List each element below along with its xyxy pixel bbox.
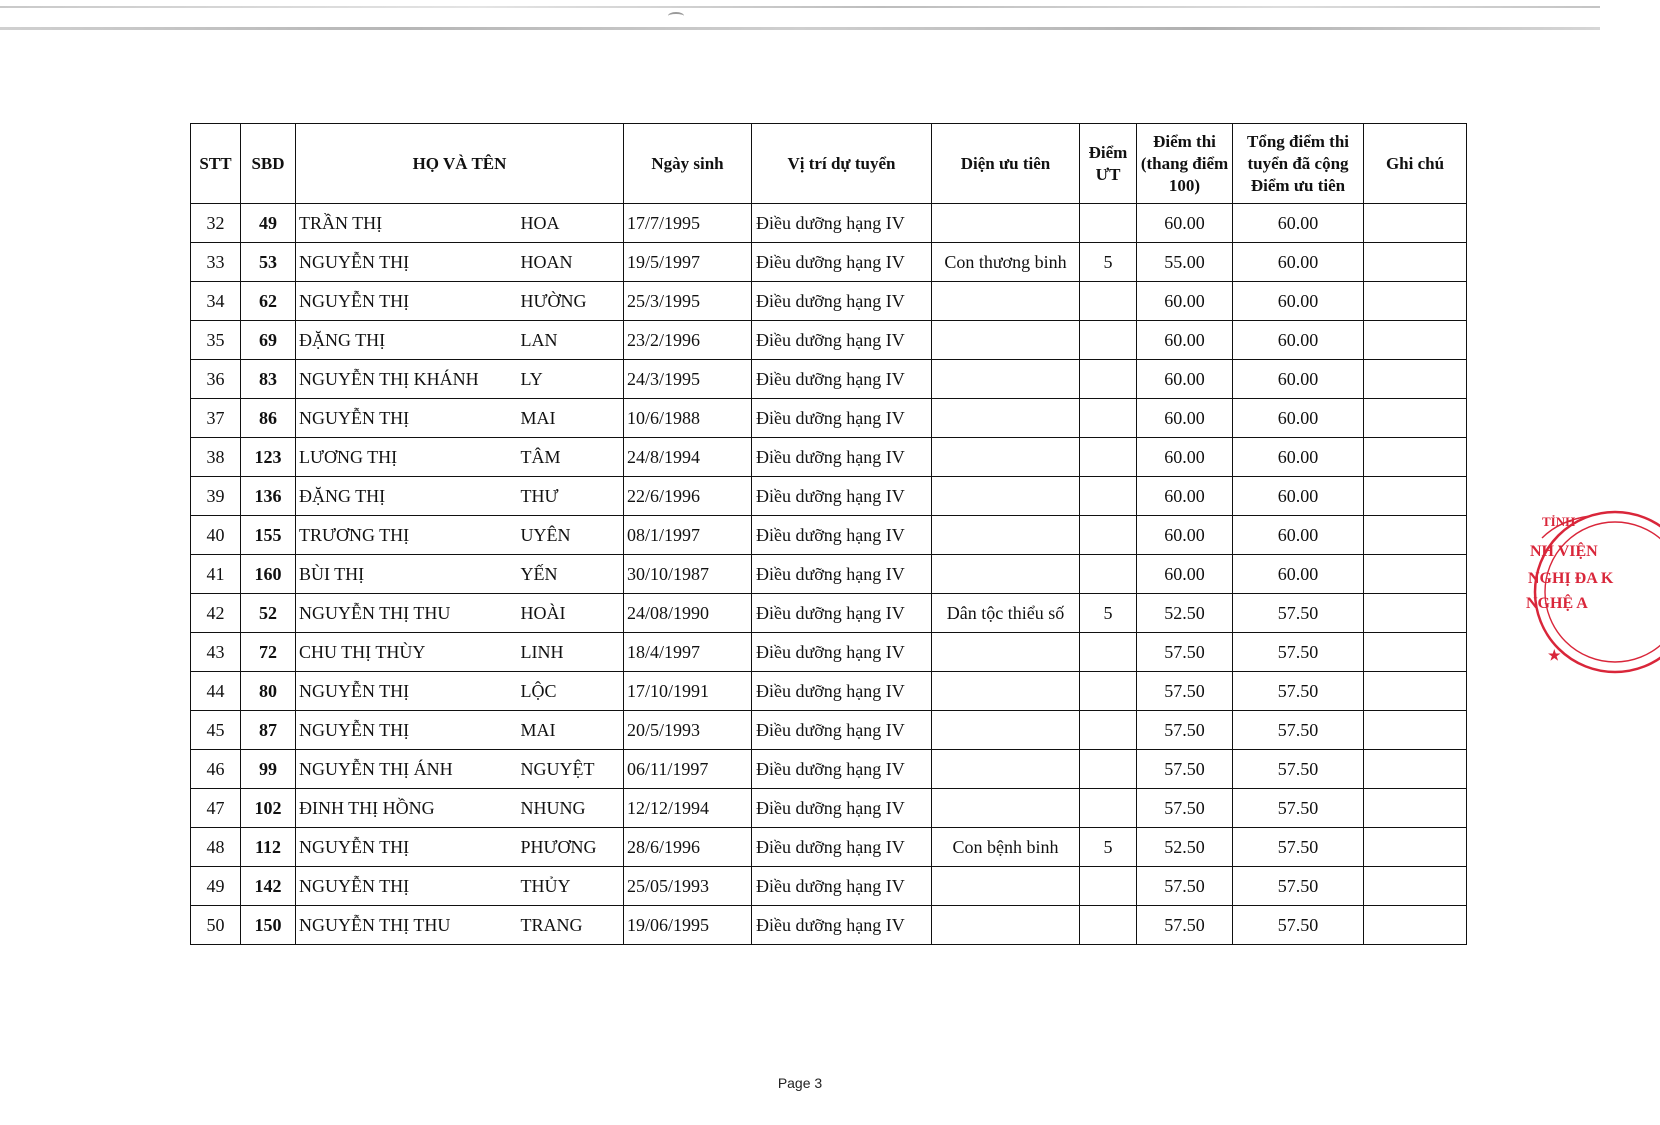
cell-vi-tri: Điều dưỡng hạng IV <box>752 555 932 594</box>
cell-ngay-sinh: 22/6/1996 <box>624 477 752 516</box>
scan-line-top <box>0 6 1600 8</box>
cell-vi-tri: Điều dưỡng hạng IV <box>752 204 932 243</box>
cell-ho: NGUYỄN THỊ ÁNH <box>296 750 519 789</box>
cell-ngay-sinh: 25/3/1995 <box>624 282 752 321</box>
cell-ho: NGUYỄN THỊ <box>296 243 519 282</box>
cell-stt: 43 <box>191 633 241 672</box>
cell-ngay-sinh: 30/10/1987 <box>624 555 752 594</box>
cell-ho: NGUYỄN THỊ <box>296 867 519 906</box>
cell-diem-thi: 60.00 <box>1137 516 1233 555</box>
cell-vi-tri: Điều dưỡng hạng IV <box>752 789 932 828</box>
cell-dien-uu-tien <box>932 282 1080 321</box>
table-header-row <box>191 124 1467 204</box>
cell-ten: LỘC <box>519 672 624 711</box>
cell-diem-thi: 57.50 <box>1137 711 1233 750</box>
cell-vi-tri: Điều dưỡng hạng IV <box>752 438 932 477</box>
cell-sbd: 136 <box>241 477 296 516</box>
seal-text-line: NGHỊ ĐA K <box>1528 570 1614 587</box>
cell-diem-ut: 5 <box>1080 243 1137 282</box>
cell-ngay-sinh: 10/6/1988 <box>624 399 752 438</box>
cell-ngay-sinh: 08/1/1997 <box>624 516 752 555</box>
cell-ten: TÂM <box>519 438 624 477</box>
cell-dien-uu-tien <box>932 711 1080 750</box>
cell-vi-tri: Điều dưỡng hạng IV <box>752 906 932 945</box>
cell-tong-diem: 57.50 <box>1233 750 1364 789</box>
cell-vi-tri: Điều dưỡng hạng IV <box>752 477 932 516</box>
scan-mark <box>668 12 684 20</box>
cell-tong-diem: 60.00 <box>1233 477 1364 516</box>
cell-vi-tri: Điều dưỡng hạng IV <box>752 399 932 438</box>
cell-diem-thi: 57.50 <box>1137 750 1233 789</box>
cell-stt: 38 <box>191 438 241 477</box>
cell-diem-ut <box>1080 204 1137 243</box>
table-row <box>191 672 1467 711</box>
cell-ngay-sinh: 19/06/1995 <box>624 906 752 945</box>
seal-text-line: NGHỆ A <box>1526 595 1588 612</box>
cell-dien-uu-tien <box>932 438 1080 477</box>
table-row <box>191 789 1467 828</box>
cell-dien-uu-tien <box>932 555 1080 594</box>
cell-ten: THỦY <box>519 867 624 906</box>
cell-tong-diem: 60.00 <box>1233 282 1364 321</box>
table-row <box>191 828 1467 867</box>
cell-ho: NGUYỄN THỊ KHÁNH <box>296 360 519 399</box>
cell-sbd: 53 <box>241 243 296 282</box>
cell-sbd: 87 <box>241 711 296 750</box>
cell-diem-ut <box>1080 906 1137 945</box>
cell-stt: 48 <box>191 828 241 867</box>
cell-ten: LINH <box>519 633 624 672</box>
cell-dien-uu-tien <box>932 867 1080 906</box>
cell-diem-ut <box>1080 477 1137 516</box>
table-row <box>191 711 1467 750</box>
cell-tong-diem: 60.00 <box>1233 516 1364 555</box>
seal-text-line: NH VIỆN <box>1530 543 1598 560</box>
cell-ten: UYÊN <box>519 516 624 555</box>
table-row <box>191 906 1467 945</box>
cell-ho: NGUYỄN THỊ <box>296 399 519 438</box>
cell-vi-tri: Điều dưỡng hạng IV <box>752 516 932 555</box>
cell-tong-diem: 57.50 <box>1233 906 1364 945</box>
cell-vi-tri: Điều dưỡng hạng IV <box>752 633 932 672</box>
cell-ten: PHƯƠNG <box>519 828 624 867</box>
cell-tong-diem: 60.00 <box>1233 321 1364 360</box>
cell-diem-thi: 60.00 <box>1137 360 1233 399</box>
cell-sbd: 72 <box>241 633 296 672</box>
scan-line-bottom <box>0 27 1600 30</box>
cell-diem-ut <box>1080 282 1137 321</box>
cell-ho: CHU THỊ THÙY <box>296 633 519 672</box>
cell-ho: NGUYỄN THỊ <box>296 828 519 867</box>
cell-diem-thi: 57.50 <box>1137 867 1233 906</box>
cell-stt: 44 <box>191 672 241 711</box>
cell-ngay-sinh: 18/4/1997 <box>624 633 752 672</box>
cell-diem-thi: 60.00 <box>1137 282 1233 321</box>
cell-dien-uu-tien: Con bệnh binh <box>932 828 1080 867</box>
cell-ghi-chu <box>1364 282 1467 321</box>
cell-diem-ut <box>1080 516 1137 555</box>
cell-ho: NGUYỄN THỊ <box>296 672 519 711</box>
cell-ngay-sinh: 17/7/1995 <box>624 204 752 243</box>
cell-vi-tri: Điều dưỡng hạng IV <box>752 711 932 750</box>
header-stt: STT <box>191 124 241 204</box>
cell-ghi-chu <box>1364 711 1467 750</box>
cell-stt: 49 <box>191 867 241 906</box>
cell-ho: TRẦN THỊ <box>296 204 519 243</box>
cell-ho: LƯƠNG THỊ <box>296 438 519 477</box>
cell-ngay-sinh: 25/05/1993 <box>624 867 752 906</box>
cell-diem-ut <box>1080 672 1137 711</box>
header-dien-uu-tien: Diện ưu tiên <box>932 124 1080 204</box>
cell-ho: ĐẶNG THỊ <box>296 321 519 360</box>
cell-diem-thi: 60.00 <box>1137 321 1233 360</box>
cell-ten: LY <box>519 360 624 399</box>
cell-sbd: 86 <box>241 399 296 438</box>
cell-sbd: 69 <box>241 321 296 360</box>
cell-ten: HOA <box>519 204 624 243</box>
table-row <box>191 282 1467 321</box>
table-row <box>191 555 1467 594</box>
cell-ten: NHUNG <box>519 789 624 828</box>
cell-tong-diem: 60.00 <box>1233 360 1364 399</box>
cell-tong-diem: 57.50 <box>1233 672 1364 711</box>
cell-ten: MAI <box>519 711 624 750</box>
header-ngay-sinh: Ngày sinh <box>624 124 752 204</box>
cell-stt: 40 <box>191 516 241 555</box>
table-row <box>191 399 1467 438</box>
cell-stt: 32 <box>191 204 241 243</box>
cell-ten: THƯ <box>519 477 624 516</box>
cell-stt: 41 <box>191 555 241 594</box>
cell-ghi-chu <box>1364 204 1467 243</box>
cell-dien-uu-tien <box>932 321 1080 360</box>
cell-dien-uu-tien <box>932 477 1080 516</box>
cell-ngay-sinh: 12/12/1994 <box>624 789 752 828</box>
cell-stt: 50 <box>191 906 241 945</box>
cell-ngay-sinh: 17/10/1991 <box>624 672 752 711</box>
seal-star-icon: ★ <box>1548 649 1561 664</box>
cell-sbd: 99 <box>241 750 296 789</box>
cell-ten: MAI <box>519 399 624 438</box>
cell-dien-uu-tien <box>932 672 1080 711</box>
cell-ghi-chu <box>1364 594 1467 633</box>
cell-sbd: 62 <box>241 282 296 321</box>
cell-tong-diem: 57.50 <box>1233 867 1364 906</box>
cell-vi-tri: Điều dưỡng hạng IV <box>752 360 932 399</box>
scan-edge <box>0 0 1600 40</box>
cell-diem-thi: 60.00 <box>1137 477 1233 516</box>
cell-ten: HOAN <box>519 243 624 282</box>
cell-vi-tri: Điều dưỡng hạng IV <box>752 828 932 867</box>
table-body <box>191 204 1467 945</box>
table-row <box>191 867 1467 906</box>
cell-tong-diem: 60.00 <box>1233 438 1364 477</box>
cell-ghi-chu <box>1364 750 1467 789</box>
cell-dien-uu-tien: Dân tộc thiểu số <box>932 594 1080 633</box>
cell-vi-tri: Điều dưỡng hạng IV <box>752 867 932 906</box>
cell-stt: 45 <box>191 711 241 750</box>
cell-stt: 39 <box>191 477 241 516</box>
cell-dien-uu-tien <box>932 360 1080 399</box>
cell-dien-uu-tien <box>932 789 1080 828</box>
table-row <box>191 360 1467 399</box>
cell-ghi-chu <box>1364 399 1467 438</box>
cell-ho: NGUYỄN THỊ THU <box>296 594 519 633</box>
cell-ghi-chu <box>1364 321 1467 360</box>
cell-stt: 33 <box>191 243 241 282</box>
cell-ten: HƯỜNG <box>519 282 624 321</box>
cell-sbd: 142 <box>241 867 296 906</box>
cell-stt: 46 <box>191 750 241 789</box>
cell-ten: HOÀI <box>519 594 624 633</box>
cell-ngay-sinh: 24/8/1994 <box>624 438 752 477</box>
cell-diem-ut <box>1080 867 1137 906</box>
cell-diem-ut <box>1080 789 1137 828</box>
cell-dien-uu-tien <box>932 204 1080 243</box>
cell-tong-diem: 60.00 <box>1233 555 1364 594</box>
cell-ho: NGUYỄN THỊ <box>296 282 519 321</box>
cell-dien-uu-tien <box>932 906 1080 945</box>
cell-tong-diem: 57.50 <box>1233 789 1364 828</box>
cell-diem-thi: 52.50 <box>1137 828 1233 867</box>
table-row <box>191 633 1467 672</box>
cell-diem-thi: 57.50 <box>1137 672 1233 711</box>
cell-diem-thi: 57.50 <box>1137 906 1233 945</box>
table-row <box>191 321 1467 360</box>
table-row <box>191 594 1467 633</box>
cell-diem-ut <box>1080 711 1137 750</box>
cell-stt: 34 <box>191 282 241 321</box>
cell-stt: 35 <box>191 321 241 360</box>
cell-ngay-sinh: 06/11/1997 <box>624 750 752 789</box>
cell-tong-diem: 57.50 <box>1233 633 1364 672</box>
cell-ghi-chu <box>1364 516 1467 555</box>
cell-ten: LAN <box>519 321 624 360</box>
cell-ghi-chu <box>1364 906 1467 945</box>
cell-stt: 47 <box>191 789 241 828</box>
cell-dien-uu-tien <box>932 399 1080 438</box>
cell-ghi-chu <box>1364 789 1467 828</box>
cell-ten: NGUYỆT <box>519 750 624 789</box>
header-diem-thi: Điểm thi (thang điểm 100) <box>1137 124 1233 204</box>
seal-text-line: TỈNH <box>1542 514 1576 529</box>
table-row <box>191 750 1467 789</box>
cell-sbd: 102 <box>241 789 296 828</box>
cell-diem-thi: 55.00 <box>1137 243 1233 282</box>
cell-ghi-chu <box>1364 633 1467 672</box>
cell-ngay-sinh: 24/3/1995 <box>624 360 752 399</box>
cell-vi-tri: Điều dưỡng hạng IV <box>752 321 932 360</box>
cell-ten: YẾN <box>519 555 624 594</box>
cell-ngay-sinh: 20/5/1993 <box>624 711 752 750</box>
cell-ten: TRANG <box>519 906 624 945</box>
cell-sbd: 123 <box>241 438 296 477</box>
cell-dien-uu-tien <box>932 633 1080 672</box>
cell-ghi-chu <box>1364 438 1467 477</box>
cell-ghi-chu <box>1364 360 1467 399</box>
table-row <box>191 243 1467 282</box>
page-number: Page 3 <box>777 1075 823 1091</box>
cell-ho: BÙI THỊ <box>296 555 519 594</box>
cell-sbd: 160 <box>241 555 296 594</box>
results-table <box>190 123 1467 945</box>
cell-diem-thi: 60.00 <box>1137 399 1233 438</box>
cell-sbd: 150 <box>241 906 296 945</box>
cell-ho: NGUYỄN THỊ <box>296 711 519 750</box>
cell-ho: ĐẶNG THỊ <box>296 477 519 516</box>
cell-diem-ut <box>1080 321 1137 360</box>
cell-ghi-chu <box>1364 867 1467 906</box>
cell-ghi-chu <box>1364 243 1467 282</box>
cell-sbd: 49 <box>241 204 296 243</box>
cell-ghi-chu <box>1364 555 1467 594</box>
cell-stt: 42 <box>191 594 241 633</box>
cell-tong-diem: 57.50 <box>1233 594 1364 633</box>
table-row <box>191 438 1467 477</box>
official-seal <box>1526 508 1660 688</box>
cell-sbd: 52 <box>241 594 296 633</box>
cell-ghi-chu <box>1364 672 1467 711</box>
cell-tong-diem: 60.00 <box>1233 399 1364 438</box>
cell-diem-ut: 5 <box>1080 594 1137 633</box>
cell-diem-ut <box>1080 438 1137 477</box>
cell-ghi-chu <box>1364 477 1467 516</box>
cell-diem-thi: 57.50 <box>1137 633 1233 672</box>
cell-vi-tri: Điều dưỡng hạng IV <box>752 750 932 789</box>
table-row <box>191 516 1467 555</box>
cell-diem-ut <box>1080 633 1137 672</box>
header-tong-diem: Tổng điểm thi tuyển đã cộng Điểm ưu tiên <box>1233 124 1364 204</box>
cell-diem-ut: 5 <box>1080 828 1137 867</box>
cell-dien-uu-tien <box>932 750 1080 789</box>
cell-tong-diem: 60.00 <box>1233 204 1364 243</box>
cell-diem-ut <box>1080 360 1137 399</box>
cell-ngay-sinh: 23/2/1996 <box>624 321 752 360</box>
cell-tong-diem: 57.50 <box>1233 711 1364 750</box>
cell-diem-thi: 60.00 <box>1137 555 1233 594</box>
cell-tong-diem: 57.50 <box>1233 828 1364 867</box>
cell-diem-thi: 52.50 <box>1137 594 1233 633</box>
cell-sbd: 83 <box>241 360 296 399</box>
cell-ngay-sinh: 19/5/1997 <box>624 243 752 282</box>
cell-vi-tri: Điều dưỡng hạng IV <box>752 672 932 711</box>
cell-diem-thi: 60.00 <box>1137 438 1233 477</box>
header-vi-tri: Vị trí dự tuyển <box>752 124 932 204</box>
cell-tong-diem: 60.00 <box>1233 243 1364 282</box>
cell-vi-tri: Điều dưỡng hạng IV <box>752 594 932 633</box>
cell-stt: 37 <box>191 399 241 438</box>
cell-sbd: 80 <box>241 672 296 711</box>
cell-diem-ut <box>1080 399 1137 438</box>
cell-ho: NGUYỄN THỊ THU <box>296 906 519 945</box>
cell-sbd: 155 <box>241 516 296 555</box>
cell-vi-tri: Điều dưỡng hạng IV <box>752 243 932 282</box>
header-ghi-chu: Ghi chú <box>1364 124 1467 204</box>
table-row <box>191 204 1467 243</box>
header-ho-ten: HỌ VÀ TÊN <box>296 124 624 204</box>
cell-vi-tri: Điều dưỡng hạng IV <box>752 282 932 321</box>
cell-ngay-sinh: 24/08/1990 <box>624 594 752 633</box>
header-sbd: SBD <box>241 124 296 204</box>
cell-diem-ut <box>1080 750 1137 789</box>
cell-ho: TRƯƠNG THỊ <box>296 516 519 555</box>
cell-dien-uu-tien: Con thương binh <box>932 243 1080 282</box>
cell-ngay-sinh: 28/6/1996 <box>624 828 752 867</box>
cell-ghi-chu <box>1364 828 1467 867</box>
cell-ho: ĐINH THỊ HỒNG <box>296 789 519 828</box>
cell-sbd: 112 <box>241 828 296 867</box>
header-diem-ut: Điểm ƯT <box>1080 124 1137 204</box>
table-row <box>191 477 1467 516</box>
cell-dien-uu-tien <box>932 516 1080 555</box>
cell-diem-ut <box>1080 555 1137 594</box>
cell-diem-thi: 60.00 <box>1137 204 1233 243</box>
cell-stt: 36 <box>191 360 241 399</box>
cell-diem-thi: 57.50 <box>1137 789 1233 828</box>
